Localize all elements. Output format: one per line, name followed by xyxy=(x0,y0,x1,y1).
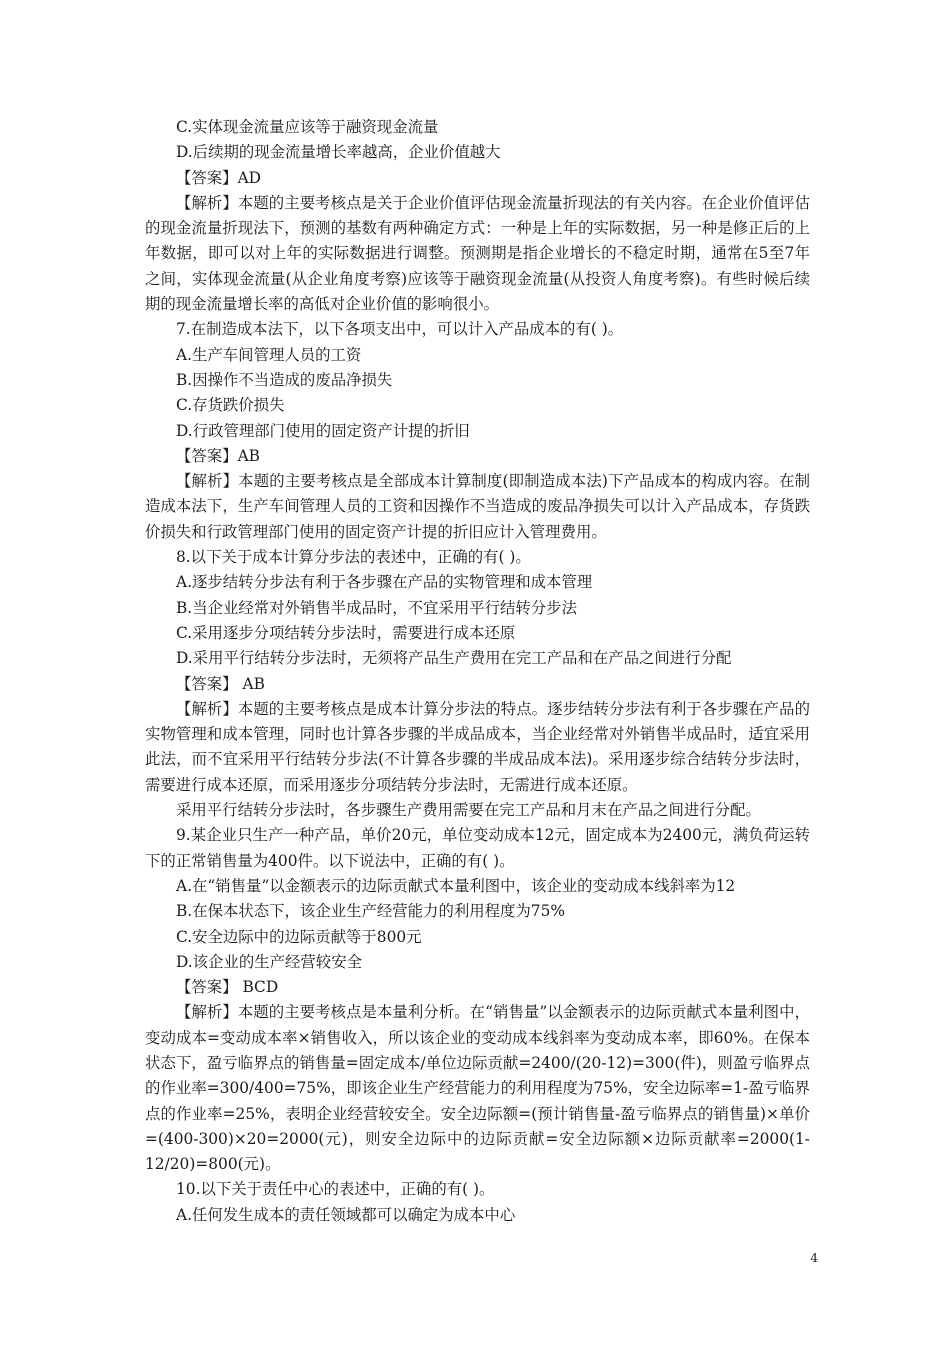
page-number: 4 xyxy=(810,1251,818,1265)
answer-q6: 【答案】AD xyxy=(176,168,262,187)
option-a-q8: A.逐步结转分步法有利于各步骤在产品的实物管理和成本管理 xyxy=(176,573,593,592)
option-b-q8: B.当企业经常对外销售半成品时，不宜采用平行结转分步法 xyxy=(176,598,577,617)
explanation-q9: 【解析】本题的主要考核点是本量利分析。在“销售量”以金额表示的边际贡献式本量利图中，变动成本=变动成本率×销售收入，所以该企业的变动成本线斜率为变动成本率，即60%。在保本状态下，盈亏临界点的销售量=固定成本/单位边际贡献=2400/(20-12)=300(件)，则盈亏临界点的作业率=300/400=75%，即该企业生产经营能力的利用程度为75%，安全边际率=1-盈亏临界点的作业率=25%，表明企业经营较安全。安全边际额=(预计销售量-盈亏临界点的销售量)×单价=(400-300)×20=2000(元)，则安全边际中的边际贡献=安全边际额×边际贡献率=2000(1-12/20)=800(元)。 xyxy=(145,1003,810,1174)
option-d-q8: D.采用平行结转分步法时，无须将产品生产费用在完工产品和在产品之间进行分配 xyxy=(176,649,732,668)
question-7: 7.在制造成本法下，以下各项支出中，可以计入产品成本的有( )。 xyxy=(176,320,624,339)
option-b-q9: B.在保本状态下，该企业生产经营能力的利用程度为75% xyxy=(176,902,566,921)
question-9: 9.某企业只生产一种产品，单价20元，单位变动成本12元，固定成本为2400元，满负荷运转下的正常销售量为400件。以下说法中，正确的有( )。 xyxy=(145,826,810,870)
option-d-q6: D.后续期的现金流量增长率越高，企业价值越大 xyxy=(176,143,501,162)
option-c-q7: C.存货跌价损失 xyxy=(176,396,285,415)
option-a-q10: A.任何发生成本的责任领域都可以确定为成本中心 xyxy=(176,1205,516,1224)
explanation-q8-continued: 采用平行结转分步法时，各步骤生产费用需要在完工产品和月末在产品之间进行分配。 xyxy=(176,801,761,820)
question-10: 10.以下关于责任中心的表述中，正确的有( )。 xyxy=(176,1180,495,1199)
option-d-q9: D.该企业的生产经营较安全 xyxy=(176,952,362,971)
option-d-q7: D.行政管理部门使用的固定资产计提的折旧 xyxy=(176,421,470,440)
explanation-q7: 【解析】本题的主要考核点是全部成本计算制度(即制造成本法)下产品成本的构成内容。在制造成本法下，生产车间管理人员的工资和因操作不当造成的废品净损失可以计入产品成本，存货跌价损失和行政管理部门使用的固定资产计提的折旧应计入管理费用。 xyxy=(145,472,810,541)
question-8: 8.以下关于成本计算分步法的表述中，正确的有( )。 xyxy=(176,548,531,567)
option-c-q6: C.实体现金流量应该等于融资现金流量 xyxy=(176,118,439,136)
option-c-q9: C.安全边际中的边际贡献等于800元 xyxy=(176,927,422,946)
explanation-q6: 【解析】本题的主要考核点是关于企业价值评估现金流量折现法的有关内容。在企业价值评估的现金流量折现法下，预测的基数有两种确定方式：一种是上年的实际数据，另一种是修正后的上年数据，即可以对上年的实际数据进行调整。预测期是指企业增长的不稳定时期，通常在5至7年之间，实体现金流量(从企业角度考察)应该等于融资现金流量(从投资人角度考察)。有些时候后续期的现金流量增长率的高低对企业价值的影响很小。 xyxy=(145,193,810,314)
page-body xyxy=(145,115,810,1228)
option-a-q7: A.生产车间管理人员的工资 xyxy=(176,345,362,364)
answer-q7: 【答案】AB xyxy=(176,446,260,465)
option-c-q8: C.采用逐步分项结转分步法时，需要进行成本还原 xyxy=(176,623,516,642)
explanation-q8: 【解析】本题的主要考核点是成本计算分步法的特点。逐步结转分步法有利于各步骤在产品的实物管理和成本管理，同时也计算各步骤的半成品成本，当企业经常对外销售半成品时，适宜采用此法，而不宜采用平行结转分步法(不计算各步骤的半成品成本法)。采用逐步综合结转分步法时，需要进行成本还原，而采用逐步分项结转分步法时，无需进行成本还原。 xyxy=(145,699,810,794)
answer-q9: 【答案】 BCD xyxy=(176,978,279,997)
option-a-q9: A.在“销售量”以金额表示的边际贡献式本量利图中，该企业的变动成本线斜率为12 xyxy=(176,876,736,895)
answer-q8: 【答案】 AB xyxy=(176,674,265,693)
option-b-q7: B.因操作不当造成的废品净损失 xyxy=(176,370,393,389)
